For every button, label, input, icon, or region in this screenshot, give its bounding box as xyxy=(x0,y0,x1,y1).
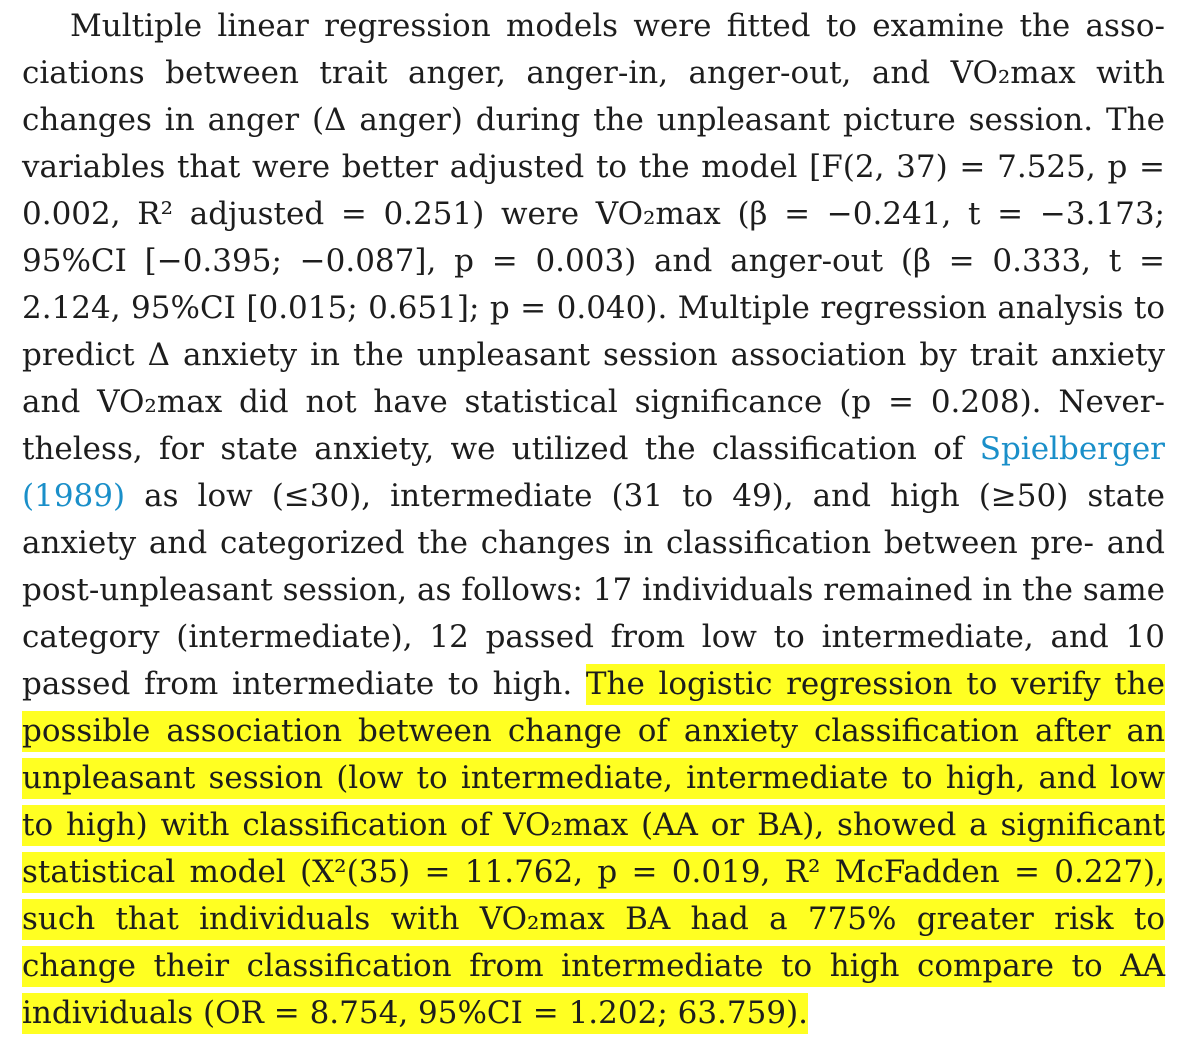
line-text: predict Δ anxiety in the unpleasant session association by trait anxiety xyxy=(22,337,1165,373)
line-text: category (intermediate), 12 passed from low to intermediate, and 10 xyxy=(22,619,1165,655)
text-line xyxy=(22,190,1165,238)
text-line xyxy=(22,989,1165,1037)
line-text: 0.002, R² adjusted = 0.251) were VO₂max (β = −0.241, t = −3.173; xyxy=(22,196,1165,232)
text-line xyxy=(22,801,1165,849)
text-line xyxy=(22,848,1165,896)
citation-link-year[interactable]: (1989) xyxy=(22,478,126,514)
text-line xyxy=(22,566,1165,614)
highlighted-text: statistical model (X²(35) = 11.762, p = 0.019, R² McFadden = 0.227), xyxy=(22,854,1165,890)
line-text: Multiple linear regression models were fitted to examine the asso- xyxy=(70,8,1165,44)
line-text: 95%CI [−0.395; −0.087], p = 0.003) and anger-out (β = 0.333, t = xyxy=(22,243,1165,279)
text-line xyxy=(22,707,1165,755)
line-text: ciations between trait anger, anger-in, anger-out, and VO₂max with xyxy=(22,55,1165,91)
text-line xyxy=(22,96,1165,144)
text-line xyxy=(22,660,1165,708)
text-line xyxy=(70,2,1165,50)
text-line xyxy=(22,613,1165,661)
line-text: 2.124, 95%CI [0.015; 0.651]; p = 0.040). Multiple regression analysis to xyxy=(22,290,1165,326)
citation-link-spielberger[interactable]: Spielberger xyxy=(979,431,1165,467)
text-line xyxy=(22,237,1165,285)
text-line xyxy=(22,472,1165,520)
text-line xyxy=(22,49,1165,97)
highlighted-text: The logistic regression to verify the xyxy=(585,666,1165,702)
text-line xyxy=(22,425,1165,473)
text-line xyxy=(22,284,1165,332)
highlighted-text: to high) with classification of VO₂max (AA or BA), showed a significant xyxy=(22,807,1165,843)
highlighted-text: such that individuals with VO₂max BA had a 775% greater risk to xyxy=(22,901,1165,937)
text-line xyxy=(22,378,1165,426)
highlighted-text: individuals (OR = 8.754, 95%CI = 1.202; 63.759). xyxy=(22,995,809,1031)
highlighted-text: possible association between change of anxiety classification after an xyxy=(22,713,1165,749)
highlighted-text: unpleasant session (low to intermediate, intermediate to high, and low xyxy=(22,760,1165,796)
text-line xyxy=(22,754,1165,802)
text-line xyxy=(22,895,1165,943)
line-text: theless, for state anxiety, we utilized the classification of xyxy=(22,431,980,467)
line-text: and VO₂max did not have statistical significance (p = 0.208). Never- xyxy=(22,384,1165,420)
line-text: passed from intermediate to high. xyxy=(22,666,586,702)
line-text: changes in anger (Δ anger) during the unpleasant picture session. The xyxy=(22,102,1165,138)
line-text: post-unpleasant session, as follows: 17 individuals remained in the same xyxy=(22,572,1165,608)
text-line xyxy=(22,143,1165,191)
line-text: variables that were better adjusted to the model [F(2, 37) = 7.525, p = xyxy=(22,149,1165,185)
line-text: anxiety and categorized the changes in classification between pre- and xyxy=(22,525,1165,561)
text-line xyxy=(22,331,1165,379)
text-line xyxy=(22,942,1165,990)
line-text: as low (≤30), intermediate (31 to 49), and high (≥50) state xyxy=(125,478,1165,514)
highlighted-text: change their classification from intermediate to high compare to AA xyxy=(22,948,1165,984)
text-line xyxy=(22,519,1165,567)
